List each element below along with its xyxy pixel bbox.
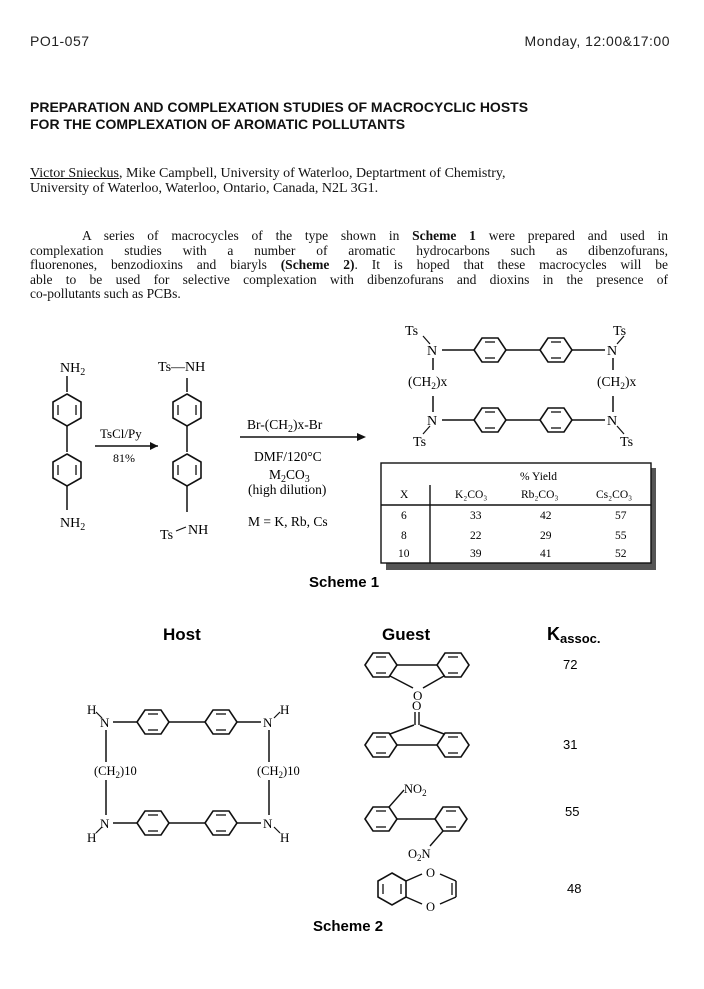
affiliation: University of Waterloo, Waterloo, Ontario, Canada, N2L 3G1. [30, 181, 379, 196]
fluorenone-structure [365, 712, 469, 757]
row3-rb: 41 [540, 548, 552, 560]
lead-author: Victor Snieckus [30, 166, 119, 181]
row1-cs: 57 [615, 510, 627, 522]
dibenzofuran-structure [365, 653, 469, 688]
abstract-line-3a: fluorenones, benzodioxins and biaryls [30, 257, 281, 272]
prod-ts-br: Ts [620, 435, 634, 450]
kassoc-1: 72 [563, 657, 578, 672]
prod-ts-tr: Ts [613, 324, 627, 339]
host-chain-right: $(CH_2)10$ [257, 764, 300, 780]
sm-top-amine: $NH_2$ [60, 361, 86, 378]
step1-reagent: TsCl/Py [100, 426, 142, 441]
abstract-code: PO1-057 [30, 33, 90, 49]
yield-header: % Yield [520, 471, 557, 483]
row2-rb: 29 [540, 530, 552, 542]
col-k2co3: K₂CO₃ [455, 489, 488, 501]
row1-x: 6 [401, 510, 407, 522]
host-h-tl: H [87, 702, 97, 717]
guest2-oxygen: O [412, 698, 422, 713]
host-heading: Host [163, 625, 201, 644]
guest4-oxygen-bottom: O [426, 900, 436, 914]
prod-n-br: N [607, 414, 618, 429]
host-n-bl: N [100, 816, 110, 831]
guest-heading: Guest [382, 625, 431, 644]
yield-table [381, 463, 651, 563]
authors-rest: , Mike Campbell, University of Waterloo, Deptartment of Chemistry, [118, 166, 506, 181]
guest4-oxygen-top: O [426, 866, 436, 880]
step1-yield: 81% [113, 451, 135, 465]
scheme2-caption: Scheme 2 [313, 918, 384, 935]
dinitrobiphenyl-structure [365, 790, 467, 846]
int-bottom-nh: NH [188, 523, 209, 538]
row2-x: 8 [401, 530, 407, 542]
guest1-oxygen: O [413, 688, 423, 703]
abstract-line-5: co-pollutants such as PCBs. [30, 286, 181, 301]
prod-ts-bl: Ts [413, 435, 427, 450]
step2-base: $M_2CO_3$ [269, 467, 310, 485]
macrocycle-product-structure [423, 336, 624, 434]
title-line-1: PREPARATION AND COMPLEXATION STUDIES OF MACROCYCLIC HOSTS [30, 99, 529, 115]
prod-n-bl: N [427, 414, 438, 429]
guest3-o2n: $O_2N$ [408, 847, 431, 863]
kassoc-heading: Kassoc. [547, 624, 601, 646]
kassoc-4: 48 [567, 881, 582, 896]
prod-ts-tl: Ts [405, 324, 419, 339]
step2-metal-note: M = K, Rb, Cs [248, 514, 328, 529]
int-top-label: Ts—NH [158, 360, 206, 375]
step2-solvent: DMF/120°C [254, 449, 322, 464]
abstract-scheme1-ref: Scheme 1 [412, 228, 476, 243]
col-cs2co3: Cs₂CO₃ [596, 489, 633, 501]
row3-cs: 52 [615, 548, 627, 560]
step2-reagent: $Br-(CH_2)x-Br$ [247, 417, 323, 435]
row1-rb: 42 [540, 510, 552, 522]
host-n-tr: N [263, 715, 273, 730]
prod-chain-right: $(CH_2)x$ [597, 374, 637, 392]
host-h-tr: H [280, 702, 290, 717]
kassoc-2: 31 [563, 737, 578, 752]
col-rb2co3: Rb₂CO₃ [521, 489, 559, 501]
row2-k: 22 [470, 530, 482, 542]
row1-k: 33 [470, 510, 482, 522]
bis-tosylamide-structure [173, 378, 201, 512]
benzodioxin-structure [378, 873, 456, 905]
sm-bottom-amine: $NH_2$ [60, 516, 86, 533]
prod-n-tl: N [427, 344, 438, 359]
scheme1-caption: Scheme 1 [309, 574, 380, 591]
host-h-br: H [280, 830, 290, 845]
int-bottom-ts: Ts [160, 528, 174, 543]
kassoc-3: 55 [565, 804, 580, 819]
host-h-bl: H [87, 830, 97, 845]
title-line-2: FOR THE COMPLEXATION OF AROMATIC POLLUTANTS [30, 116, 406, 132]
row3-x: 10 [398, 548, 410, 560]
prod-chain-left: $(CH_2)x$ [408, 374, 448, 392]
session-time: Monday, 12:00&17:00 [524, 33, 670, 49]
x-header: X [400, 489, 409, 501]
step2-conditions: (high dilution) [248, 482, 327, 497]
abstract-line-3c: . It is hoped that these macrocycles will be [354, 257, 669, 272]
benzidine-structure [53, 376, 81, 510]
abstract-line-1a: A series of macrocycles of the type shown in [82, 228, 413, 243]
abstract-line-1c: were prepared and used in [475, 228, 668, 243]
abstract-scheme2-ref: (Scheme 2) [280, 257, 355, 272]
host-chain-left: $(CH_2)10$ [94, 764, 137, 780]
guest3-no2: $NO_2$ [404, 782, 427, 798]
row3-k: 39 [470, 548, 482, 560]
prod-n-tr: N [607, 344, 618, 359]
row2-cs: 55 [615, 530, 627, 542]
abstract-line-2: complexation studies with a number of aromatic hydrocarbons such as dibenzofurans, [30, 242, 668, 258]
host-n-tl: N [100, 715, 110, 730]
host-n-br: N [263, 816, 273, 831]
abstract-line-4: able to be used for selective complexation with dibenzofurans and dioxins in the presence of [30, 271, 668, 287]
